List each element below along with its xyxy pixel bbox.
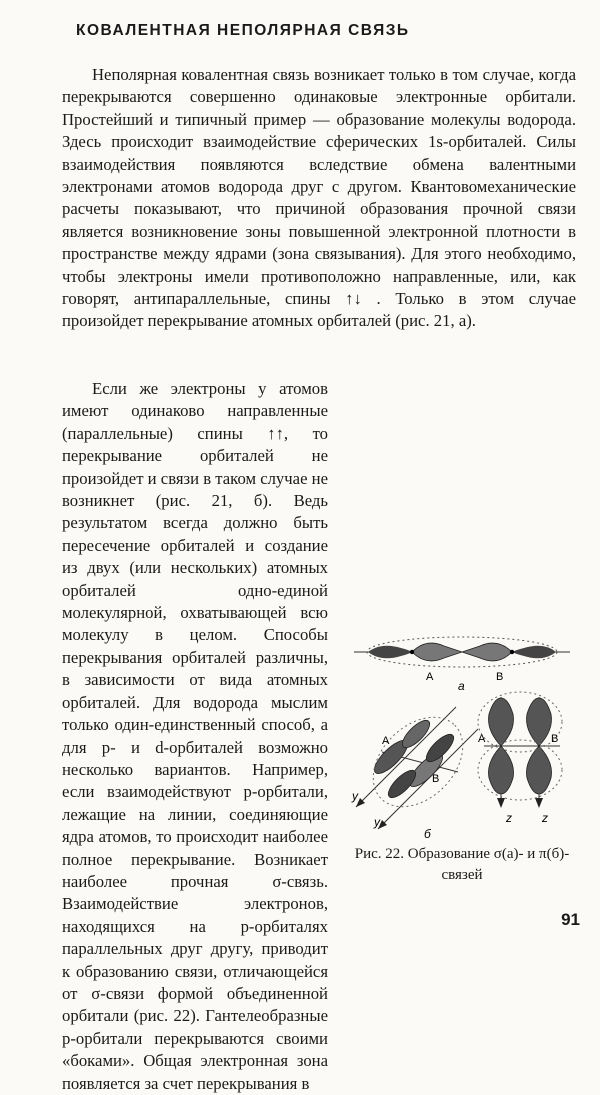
atom-label-b-right: В (551, 733, 559, 745)
sublabel-a: а (458, 679, 465, 693)
axis-y-2: y (374, 815, 380, 829)
atom-label-a-right: А (478, 733, 486, 745)
pi-bond-drawing-right (478, 692, 562, 808)
axis-z-1: z (506, 811, 512, 825)
paragraph-1: Неполярная ковалентная связь возникает только в том случае, когда перекрываются совершенно одинаковые электронные орбитали. Простейший и типичный пример — образование молекулы водорода. Здесь происходит взаимодействие сферических 1s-орбиталей. Силы взаимодействия появляются вследствие обмена валентными электронами атомов водорода друг с другом. Квантовомеханические расчеты показывают, что причиной образования прочной связи является возникновение зоны повышенной электронной плотности в пространстве между ядрами (зона связывания). Для этого необходимо, чтобы электроны имели противоположно направленные, или, как говорят, антипараллельные, спины ↑↓ . Только в этом случае произойдет перекрывание атомных орбиталей (рис. 21, а). (62, 65, 576, 331)
sigma-bond-drawing (354, 637, 570, 667)
axis-y-1: y (352, 789, 358, 803)
axis-z-2: z (542, 811, 548, 825)
page-number: 91 (561, 910, 580, 929)
pi-bond-drawing-left (356, 700, 480, 829)
section-heading: КОВАЛЕНТНАЯ НЕПОЛЯРНАЯ СВЯЗЬ (76, 22, 410, 39)
sublabel-b: б (424, 827, 431, 841)
atom-label-a-left: А (382, 735, 390, 747)
orbital-diagram (346, 622, 578, 844)
figure-caption: Рис. 22. Образование σ(а)- и π(б)-связей (354, 846, 570, 883)
atom-label-b-left: В (432, 773, 440, 785)
atom-label-b-top: В (496, 671, 504, 683)
paragraph-2-text: Если же электроны у атомов имеют одинаково направленные (параллельные) спины ↑↑, то перекрывание орбиталей не произойдет и связи в таком случае не возникнет (рис. 21, б). Ведь результатом всегда должно быть пересечение орбиталей и создание из двух (или нескольких) атомных орбиталей одно-единой молекулярной, охватывающей всю молекулу в целом. Способы перекрывания орбиталей различны, в зависимости от вида атомных орбиталей. Для водорода мыслим только один-единственный способ, а для p- и d-орбиталей возможно несколько вариантов. Например, если взаимодействуют p-орбитали, лежащие на линии, соединяющие ядра атомов, то происходит наиболее полное перекрывание. Возникает наиболее прочная σ-связь. Взаимодействие электронов, находящихся на p-орбиталях параллельных друг другу, приводит к образованию связи, отличающейся от σ-связи формой объединенной орбитали (рис. 22). Гантелеобразные p-орбитали перекрываются своими «боками». Общая электронная зона появляется за счет перекрывания в (62, 379, 328, 1093)
figure-22 (346, 622, 578, 887)
atom-label-a-top: А (426, 671, 434, 683)
